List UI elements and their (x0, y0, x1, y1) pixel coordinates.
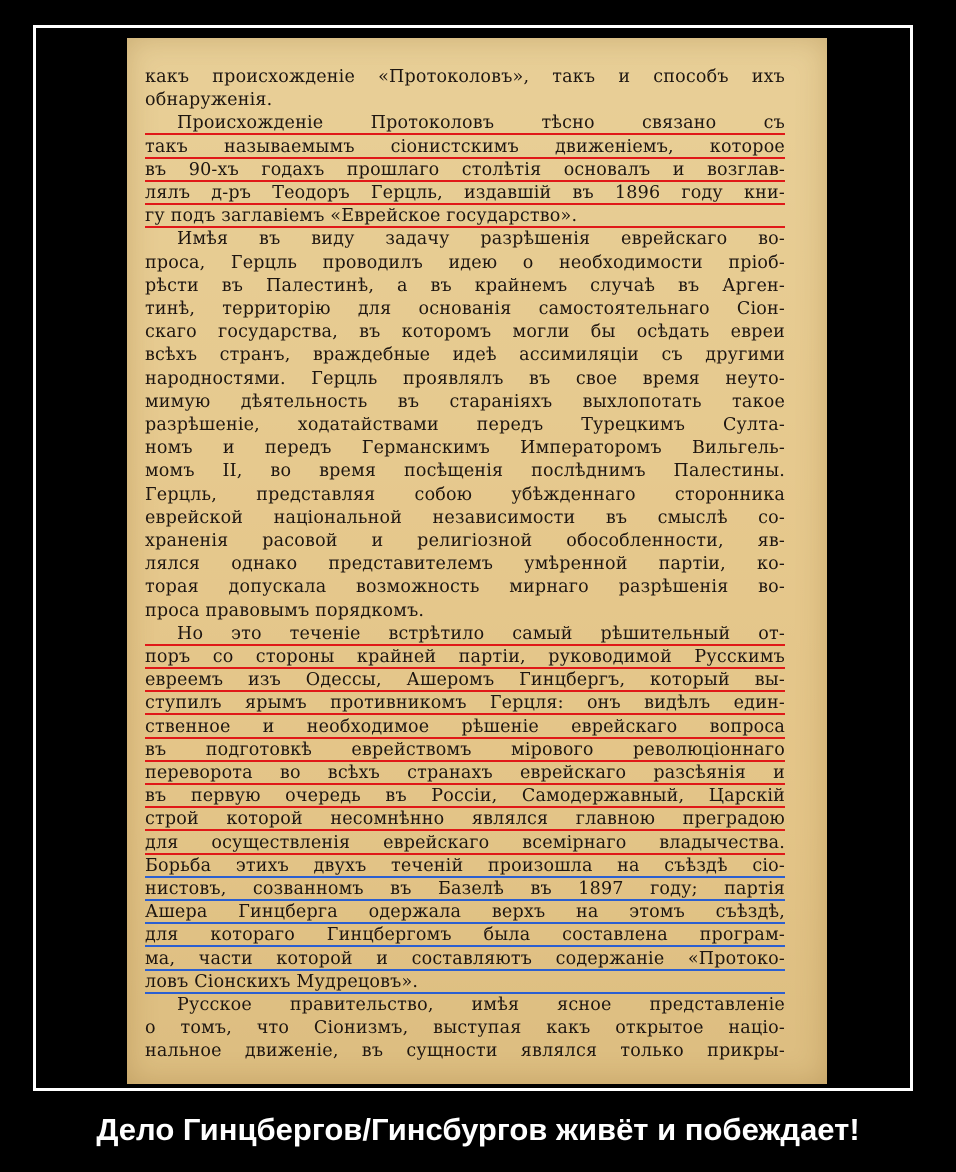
text-line: рѣсти въ Палестинѣ, а въ крайнемъ случаѣ въ Арген- (145, 275, 785, 296)
text-line: лялся однако представителемъ умѣренной партіи, ко- (145, 554, 785, 575)
text-line: скаго государства, въ которомъ могли бы осѣдать евреи (145, 322, 785, 343)
text-line: такъ называемымъ сіонистскимъ движеніемъ, которое (145, 136, 785, 157)
text-line: Но это теченіе встрѣтило самый рѣшительный от- (145, 623, 785, 646)
text-line: проса правовымъ порядкомъ. (145, 600, 425, 621)
text-line: нальное движеніе, въ сущности являлся только прикры- (145, 1041, 785, 1062)
text-line: номъ и передъ Германскимъ Императоромъ Вильгель- (145, 438, 785, 459)
text-line: поръ со стороны крайней партіи, руководимой Русскимъ (145, 647, 785, 667)
text-line: лялъ д-ръ Теодоръ Герцль, издавшій въ 1896 году кни- (145, 183, 785, 203)
text-line: въ 90-хъ годахъ прошлаго столѣтія основалъ и возглав- (145, 159, 785, 180)
text-line: народностями. Герцль проявлялъ въ свое время неуто- (145, 368, 785, 389)
text-line: Русское правительство, имѣя ясное представленіе (177, 995, 785, 1015)
text-line: ственное и необходимое рѣшеніе еврейскаго вопроса (145, 716, 785, 737)
text-line: момъ II, во время посѣщенія послѣднимъ Палестины. (145, 461, 785, 482)
text-line: торая допускала возможность мирнаго разрѣшенія во- (145, 577, 785, 598)
text-line: разрѣшеніе, ходатайствами передъ Турецкимъ Султа- (145, 415, 785, 435)
text-line: ступилъ ярымъ противникомъ Герцля: онъ видѣлъ един- (145, 693, 785, 714)
text-line: въ подготовкѣ еврействомъ мірового революціоннаго (145, 739, 785, 760)
text-line: строй которой несомнѣнно являлся главною преградою (145, 809, 785, 830)
text-line: для осуществленія еврейскаго всемірнаго владычества. (145, 832, 785, 853)
text-line: всѣхъ странъ, враждебные идеѣ ассимиляціи съ другими (145, 345, 785, 366)
text-line: какъ происхожденіе «Протоколовъ», такъ и способъ ихъ (145, 67, 785, 87)
text-line: храненія расовой и религіозной обособленности, яв- (145, 531, 785, 551)
text-line: Борьба этихъ двухъ теченій произошла на съѣздѣ сіо- (145, 855, 785, 876)
text-line: переворота во всѣхъ странахъ еврейскаго разсѣянія и (145, 763, 785, 783)
poster-caption: Дело Гинцбергов/Гинсбургов живёт и побеждает! (96, 1112, 860, 1147)
text-line: нистовъ, созванномъ въ Базелѣ въ 1897 году; партія (145, 879, 785, 899)
text-line: обнаруженія. (145, 90, 273, 111)
text-line: еврейской національной независимости въ смыслѣ со- (145, 507, 785, 528)
text-line: въ первую очередь въ Россіи, Самодержавный, Царскій (145, 786, 785, 807)
text-line: ма, части которой и составляютъ содержаніе «Протоко- (145, 948, 785, 969)
text-line: мимую дѣятельность въ стараніяхъ выхлопотать такое (145, 391, 785, 412)
text-line: для котораго Гинцбергомъ была составлена програм- (145, 925, 785, 946)
text-line: проса, Герцль проводилъ идею о необходимости пріоб- (145, 252, 785, 273)
text-line: тинѣ, территорію для основанія самостоятельнаго Сіон- (145, 299, 785, 319)
text-line: Происхожденіе Протоколовъ тѣсно связано съ (145, 112, 785, 135)
text-line: ловъ Сіонскихъ Мудрецовъ». (145, 971, 785, 994)
text-line: евреемъ изъ Одессы, Ашеромъ Гинцбергъ, который вы- (145, 670, 785, 691)
text-line: о томъ, что Сіонизмъ, выступая какъ открытое націо- (145, 1018, 785, 1039)
scanned-book-page (127, 38, 827, 1084)
text-line: Имѣя въ виду задачу разрѣшенія еврейскаго во- (177, 229, 785, 250)
text-line: гу подъ заглавіемъ «Еврейское государство». (145, 205, 785, 228)
text-line: Герцль, представляя собою убѣжденнаго сторонника (145, 484, 785, 505)
text-line: Ашера Гинцберга одержала верхъ на этомъ съѣздѣ, (145, 902, 785, 923)
